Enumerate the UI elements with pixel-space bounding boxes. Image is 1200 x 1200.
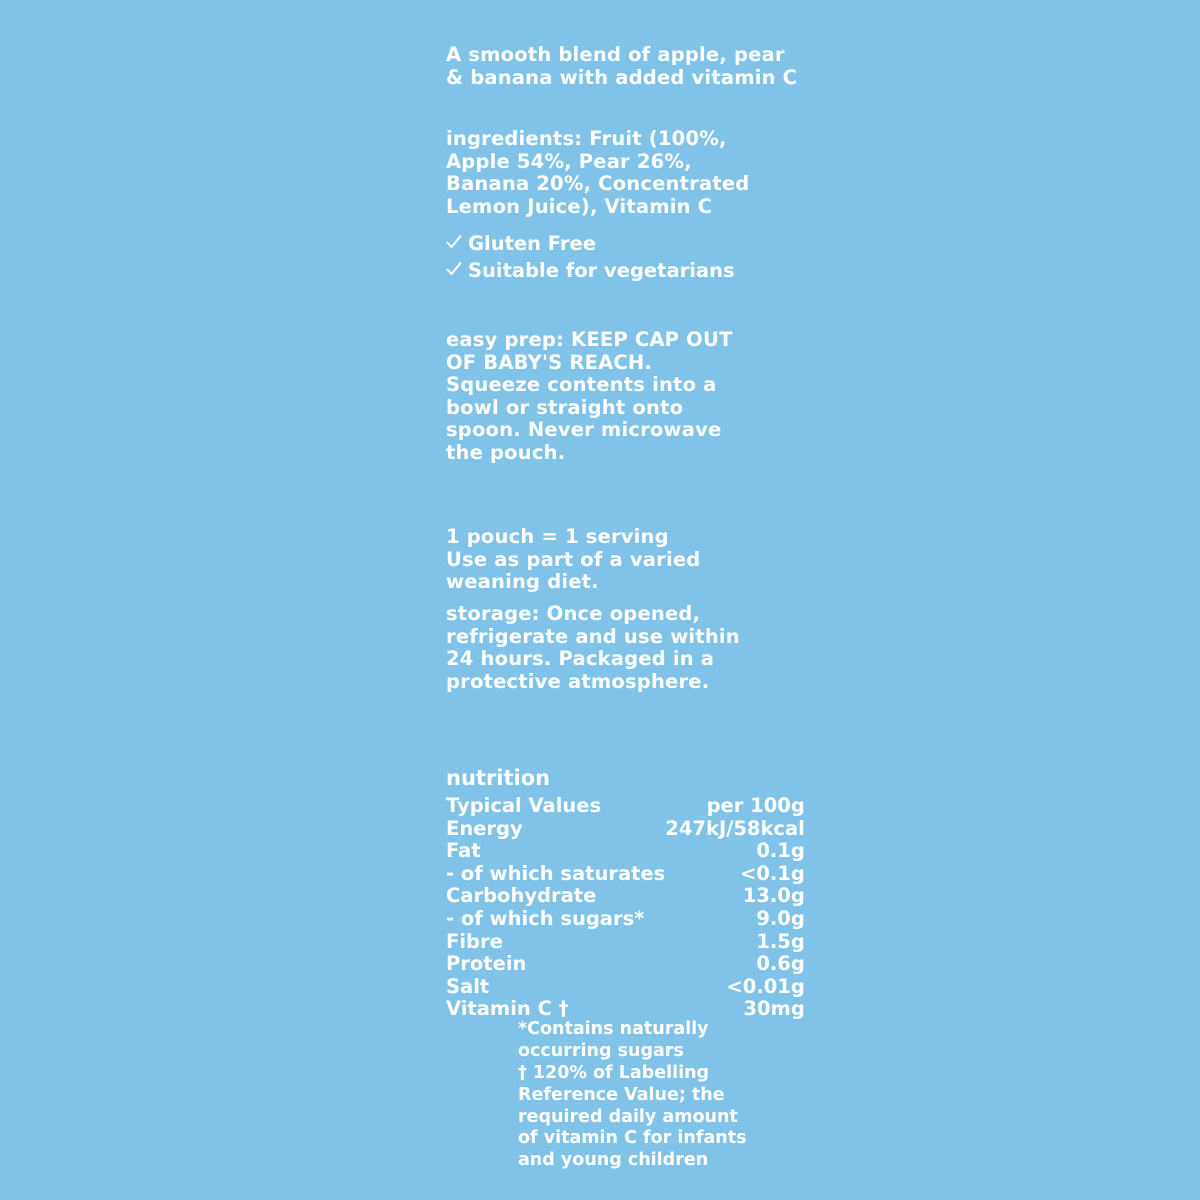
nutrient-label: Salt	[446, 974, 490, 998]
footnote-sugars: *Contains naturally occurring sugars	[518, 1019, 709, 1061]
storage-heading: storage:	[446, 602, 540, 625]
claim-label: Suitable for vegetarians	[468, 259, 735, 282]
table-row	[446, 976, 805, 999]
nutrient-value: 30mg	[743, 997, 805, 1021]
nutrient-label: Carbohydrate	[446, 884, 597, 908]
list-item	[446, 259, 776, 282]
ingredients-section	[446, 128, 766, 218]
preparation-heading: easy prep:	[446, 328, 565, 351]
table-row	[446, 998, 805, 1021]
nutrient-label: Protein	[446, 952, 527, 976]
nutrition-footnotes	[518, 1019, 763, 1172]
nutrient-value: <0.1g	[739, 861, 805, 885]
table-header-row	[446, 795, 805, 818]
table-row	[446, 840, 805, 863]
ingredients-heading: ingredients:	[446, 127, 583, 150]
claim-label: Gluten Free	[468, 232, 596, 255]
table-row	[446, 931, 805, 954]
nutrient-value: 0.6g	[756, 952, 805, 976]
table-row	[446, 953, 805, 976]
storage-text: Once opened, refrigerate and use within 24 hours. Packaged in a protective atmosphere.	[446, 602, 740, 693]
storage-section	[446, 603, 746, 693]
table-row	[446, 818, 805, 841]
table-row	[446, 863, 805, 886]
nutrition-table	[446, 795, 805, 1021]
nutrient-value: 247kJ/58kcal	[665, 816, 805, 840]
check-icon	[446, 234, 462, 252]
nutrient-value: 1.5g	[756, 929, 805, 953]
nutrient-value: 9.0g	[756, 907, 805, 931]
preparation-section	[446, 329, 746, 465]
claims-list	[446, 232, 776, 286]
nutrition-heading: nutrition	[446, 766, 551, 790]
serving-line-2: Use as part of a varied weaning diet.	[446, 547, 701, 594]
nutrient-label: Vitamin C †	[446, 997, 569, 1021]
nutrient-value: 0.1g	[756, 839, 805, 863]
nutrient-label: Fat	[446, 839, 481, 863]
nutrient-value: 13.0g	[742, 884, 805, 908]
product-description	[446, 43, 798, 89]
nutrient-value: <0.01g	[726, 974, 805, 998]
nutrient-label: Energy	[446, 816, 523, 840]
ingredients-text: Fruit (100%, Apple 54%, Pear 26%, Banana 20%, Concentrated Lemon Juice), Vitamin C	[446, 127, 750, 218]
table-row	[446, 908, 805, 931]
column-header-label: Typical Values	[446, 794, 602, 817]
nutrition-heading-wrap	[446, 766, 776, 790]
product-description-line-2: & banana with added vitamin C	[446, 65, 798, 89]
footnote-vitamin-c: † 120% of Labelling Reference Value; the required daily amount of vitamin C for infants and young children	[518, 1062, 747, 1171]
preparation-text: KEEP CAP OUT OF BABY'S REACH. Squeeze contents into a bowl or straight onto spoon. Never microwave the pouch.	[446, 328, 733, 465]
check-icon	[446, 261, 462, 279]
product-description-line-1: A smooth blend of apple, pear	[446, 43, 785, 66]
nutrient-label: - of which sugars*	[446, 907, 645, 931]
serving-line-1: 1 pouch = 1 serving	[446, 525, 669, 548]
list-item	[446, 232, 776, 255]
table-row	[446, 885, 805, 908]
column-header-value: per 100g	[706, 794, 805, 817]
nutrient-label: - of which saturates	[446, 861, 666, 885]
serving-section	[446, 526, 746, 594]
nutrient-label: Fibre	[446, 929, 503, 953]
